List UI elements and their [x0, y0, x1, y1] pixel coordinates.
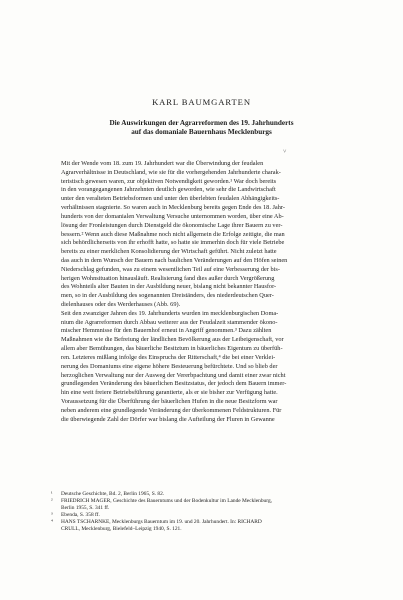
title-line: Die Auswirkungen der Agrarreformen des 19. Jahrhunderts [109, 119, 294, 127]
text-line: hin eine weit freiere Betriebsführung garantierte, als er sie bisher zur Verfügung hatte. [61, 389, 278, 397]
text-line: bereits zu einer merklichen Konsolidierung der Wirtschaft geführt. Nicht zuletzt hatte [61, 248, 277, 256]
footnote-line: Deutsche Geschichte, Bd. 2, Berlin 1965, S. 82. [61, 491, 165, 497]
text-line: ren. Letzteres mißlang infolge des Einspruchs der Ritterschaft,⁴ die bei einer Verklei- [61, 353, 276, 361]
text-line: verhältnissen stagnierte. So waren auch in Mecklenburg bereits gegen Ende des 18. Jahr- [61, 204, 285, 212]
text-line: in den vorangegangenen Jahrzehnten deutlich geworden, wie sehr die Landwirtschaft [61, 186, 276, 194]
footnote [51, 519, 351, 533]
paragraph [51, 310, 351, 398]
text-line: des Wohnteils alter Bauten in der Ausbildung neuer, bislang nicht bekannter Hausfor- [61, 283, 277, 291]
text-line: mischer Hemmnisse für den Bauernhof erneut in Angriff genommen.³ Dazu zählten [61, 327, 272, 335]
footnote-number: ³ [51, 512, 53, 519]
text-line: die überwiegende Zahl der Dörfer war bislang die Aufteilung der Fluren in Gewanne [61, 415, 275, 423]
footnote-text [61, 491, 351, 498]
footnote [51, 498, 351, 512]
text-line: lösung der Fronleistungen durch Dienstgeld die ökonomische Lage ihrer Bauern zu ver- [61, 221, 283, 229]
pencil-mark: ˅ [283, 149, 287, 155]
footnote-number: ¹ [51, 491, 53, 497]
footnotes [51, 491, 351, 534]
text-line: Mit der Wende vom 18. zum 19. Jahrhundert war die Überwindung der feudalen [61, 160, 264, 167]
author-name: KARL BAUMGARTEN [152, 97, 251, 107]
footnote [51, 491, 351, 498]
text-line: grundlegenden Veränderung des bäuerlichen Besitzstatus, der jedoch dem Bauern immer- [61, 380, 287, 388]
text-line: nerung des Domaniums eine eigene höhere Besteuerung befürchtete. Und so blieb der [61, 362, 278, 370]
paragraph [51, 160, 351, 310]
text-line: herzoglichen Verwaltung nur der Ausweg der Vererbpachtung und damit einer zwar nicht [61, 371, 286, 379]
text-line: men, so in der Ausbildung des sogenannten Dreiständers, des niederdeutschen Quer- [61, 292, 274, 300]
text-line: dielenhauses oder des Werderhauses (Abb. 69). [61, 301, 181, 308]
footnote-line: Ebenda, S. 358 ff. [61, 512, 100, 519]
text-line: Niederschlag gefunden, was zu einem wesentlichen Teil auf eine Verbesserung der bis- [61, 265, 280, 273]
footnote-text [61, 498, 351, 512]
text-line: Agrarverhältnisse in Deutschland, wie sie für die vorhergehenden Jahrhunderte charak- [61, 168, 281, 176]
text-line: Voraussetzung für die Überführung der bäuerlichen Hufen in die neue Besitzform war [61, 397, 278, 405]
text-line: teristisch gewesen waren, zur objektiven Notwendigkeit geworden.¹ War doch bereits [61, 177, 277, 185]
text-line: allem aber Bemühungen, das bäuerliche Besitztum in bäuerliches Eigentum zu überfüh- [61, 345, 283, 353]
footnote [51, 512, 351, 519]
title-line: auf das domaniale Bauernhaus Mecklenburgs [131, 127, 272, 136]
footnote-text [61, 519, 351, 533]
footnote-text [61, 512, 351, 519]
text-line: neben anderem eine grundlegende Veränderung der überkommenen Feldstrukturen. Für [61, 406, 282, 414]
text-line: hunderts von der domanialen Verwaltung Versuche unternommen worden, über eine Ab- [61, 212, 284, 220]
footnote-number: ⁴ [51, 519, 53, 526]
paragraph [51, 398, 351, 424]
text-line: herigen Wohnsituation hinausläuft. Realisierung fand dies außer durch Vergrößerung [61, 274, 275, 282]
text-line: bessern.² Wenn auch diese Maßnahme noch nicht allgemein die Erfolge zeitigte, die man [61, 230, 285, 238]
article-title [40, 119, 363, 136]
text-line: das auch in dem Wunsch der Bauern nach baulichen Veränderungen auf den Höfen seinen [61, 256, 288, 264]
footnote-line: HANS TSCHARNKE, Mecklenburgs Bauerntum im 19. und 20. Jahrhundert. In: RICHARD [61, 519, 262, 526]
text-line: Seit den zwanziger Jahren des 19. Jahrhunderts wurden im mecklenburgischen Doma- [61, 309, 279, 317]
body-text [51, 160, 351, 424]
footnote-number: ² [51, 498, 53, 505]
text-line: unter den veralteten Betriebsformen und unter den überlebten feudalen Abhängigkeits- [61, 195, 280, 203]
footnote-line: CRULL, Mecklenburg, Bielefeld–Leipzig 1940, S. 121. [61, 526, 182, 533]
footnote-line: Berlin 1955, S. 341 ff. [61, 505, 110, 512]
text-line: Maßnahmen wie die Befreiung der ländlichen Bevölkerung aus der Leibeigenschaft, vor [61, 336, 284, 344]
text-line: nium die Agrarreformen durch Abbau weiterer aus der Feudalzeit stammender ökono- [61, 318, 278, 326]
text-line: sich behördlicherseits von ihr erhofft hatte, so hatte sie immerhin doch für viele Betriebe [61, 239, 285, 247]
footnote-line: FRIEDRICH MAGER, Geschichte des Bauerntums und der Bodenkultur im Lande Mecklenburg, [61, 498, 272, 505]
